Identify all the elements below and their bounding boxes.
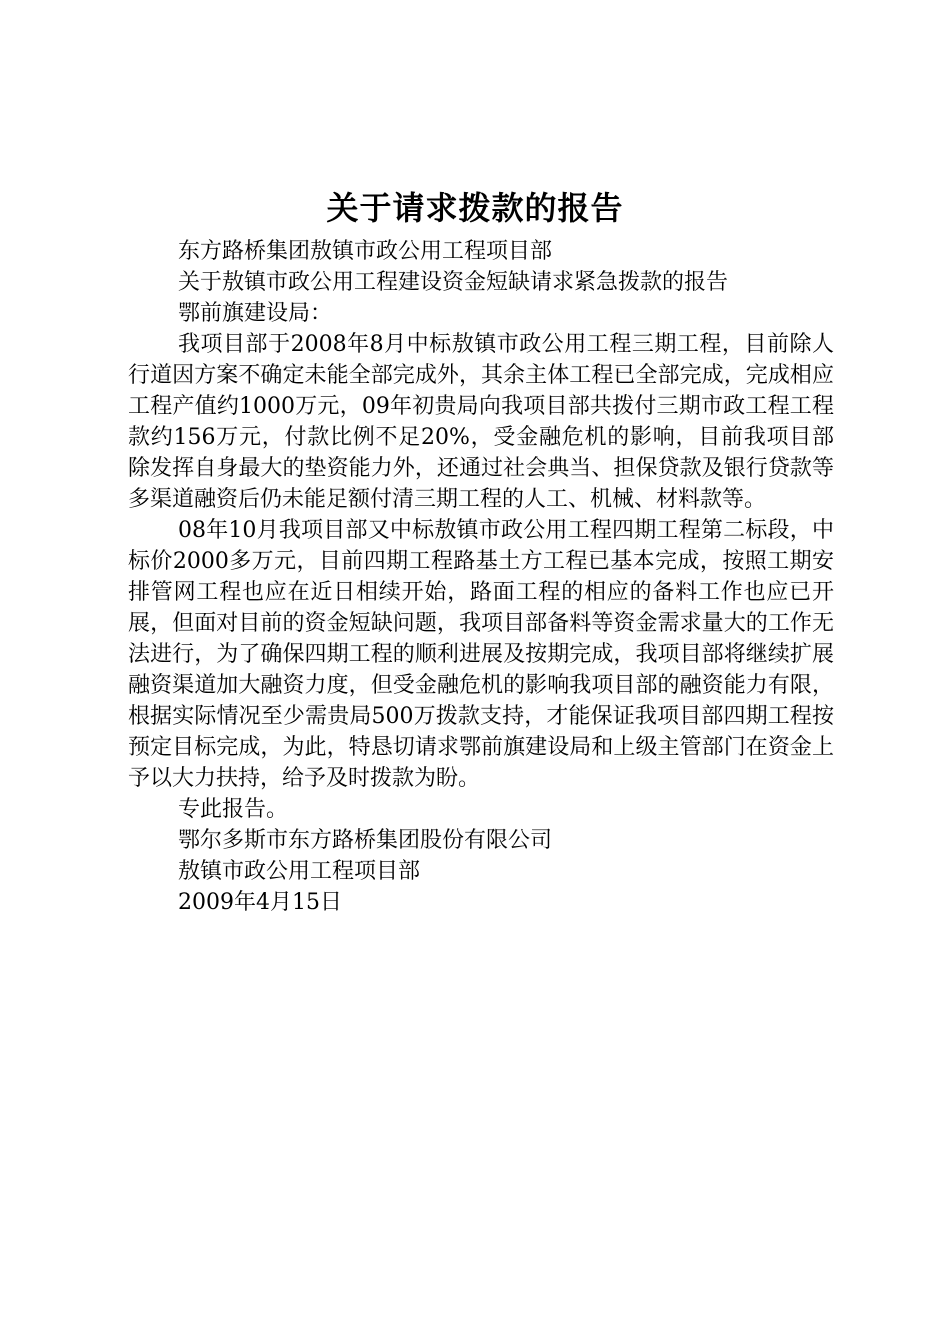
paragraph-phase-three: 我项目部于2008年8月中标敖镇市政公用工程三期工程，目前除人行道因方案不确定未能全部完成外，其余主体工程已全部完成，完成相应工程产值约1000万元，09年初贵局向我项目部共拨付三期市政工程工程款约156万元，付款比例不足20%，受金融危机的影响，目前我项目部除发挥自身最大的垫资能力外，还通过社会典当、担保贷款及银行贷款等多渠道融资后仍未能足额付清三期工程的人工、机械、材料款等。	[128, 332, 834, 512]
recipient-line: 鄂前旗建设局：	[178, 301, 333, 326]
signature-company: 鄂尔多斯市东方路桥集团股份有限公司	[178, 828, 553, 853]
report-subject-line: 关于敖镇市政公用工程建设资金短缺请求紧急拨款的报告	[178, 270, 729, 295]
document-title: 关于请求拨款的报告	[326, 189, 624, 227]
project-department-line: 东方路桥集团敖镇市政公用工程项目部	[178, 239, 553, 264]
report-date: 2009年4月15日	[178, 890, 342, 915]
paragraph-phase-four: 08年10月我项目部又中标敖镇市政公用工程四期工程第二标段，中标价2000多万元，目前四期工程路基土方工程已基本完成，按照工期安排管网工程也应在近日相续开始，路面工程的相应的备料工作也应已开展，但面对目前的资金短缺问题，我项目部备料等资金需求量大的工作无法进行，为了确保四期工程的顺利进展及按期完成，我项目部将继续扩展融资渠道加大融资力度，但受金融危机的影响我项目部的融资能力有限，根据实际情况至少需贵局500万拨款支持，才能保证我项目部四期工程按预定目标完成，为此，特恳切请求鄂前旗建设局和上级主管部门在资金上予以大力扶持，给予及时拨款为盼。	[128, 518, 834, 791]
document-body	[128, 236, 834, 918]
signature-department: 敖镇市政公用工程项目部	[178, 859, 421, 884]
closing-remark: 专此报告。	[178, 797, 289, 822]
